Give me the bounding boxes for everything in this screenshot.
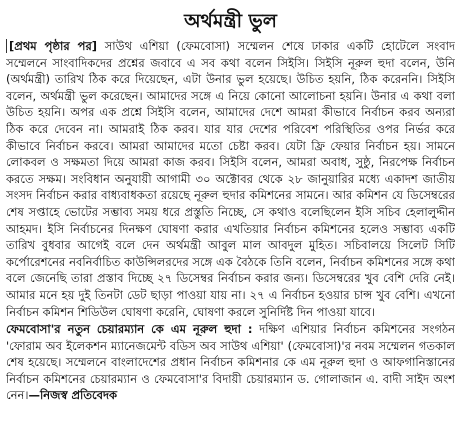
continuation-tag: [প্রথম পৃষ্ঠার পর] [6,39,97,53]
paragraph-2 [6,321,455,404]
news-clipping [6,4,455,444]
subheading-lead: ফেমবোসা'র নতুন চেয়ারম্যান কে এম নূরুল হুদা : [6,322,253,337]
paragraph-1 [6,38,455,320]
article-body [6,38,455,404]
paragraph-2-text: দক্ষিণ এশিয়ার নির্বাচন কমিশনের সংগঠন 'ফোরাম অব ইলেকশন ম্যানেজমেন্ট বডিস অব সাউথ এশিয়া' (ফেমবোসা)'র নবম সম্মেলন গতকাল শেষ হয়েছে। সম্মেলনে বাংলাদেশের প্রধান নির্বাচন কমিশনার কে এম নূরুল হুদা ও আফগানিস্তানের নির্বাচন কমিশনের চেয়ারম্যান ও ফেমবোসা'র বিদায়ী চেয়ারম্যান ড. গোলাজান এ. বাদী সাইদ অংশ নেন। [6,322,455,403]
byline: —নিজস্ব প্রতিবেদক [28,388,118,403]
paragraph-1-text: সাউথ এশিয়া (ফেমবোসা) সম্মেলন শেষে ঢাকার একটি হোটেলে সংবাদ সম্মেলনে সাংবাদিকদের প্রশ্নের জবাবে এ সব কথা বলেন সিইসি। সিইসি নূরুল হুদা বলেন, উনি (অর্থমন্ত্রী) তারিখ ঠিক করে দিয়েছেন, এটা উনার ভুল হয়েছে। উচিত হয়নি, ঠিক করেননি। সিইসি বলেন, অর্থমন্ত্রী ভুল করেছেন। আমাদের সঙ্গে এ নিয়ে কোনো আলোচনা হয়নি। উনার এ কথা বলা উচিত হয়নি। অপর এক প্রশ্নে সিইসি বলেন, আমাদের দেশে আমরা কীভাবে নির্বাচন করব অন্যরা ঠিক করে দেবেন না। আমরাই ঠিক করব। যার যার দেশের পরিবেশ পরিস্থিতির ওপর নির্ভর করে কীভাবে নির্বাচন করবে। আমরা আমাদের মতো চেষ্টা করব। যেটা ফ্রি ফেয়ার নির্বাচন হয়। সামনে লোকবল ও সক্ষমতা দিয়ে আমরা কাজ করব। সিইসি বলেন, আমরা অবাধ, সুষ্ঠু, নিরপেক্ষ নির্বাচন করতে সক্ষম। সংবিধান অনুযায়ী আগামী ৩০ অক্টোবর থেকে ২৮ জানুয়ারির মধ্যে একাদশ জাতীয় সংসদ নির্বাচন করার বাধ্যবাধকতা রয়েছে নূরুল হুদার কমিশনের সামনে। আর কমিশন যে ডিসেম্বরের শেষ সপ্তাহে ভোটের সম্ভাব্য সময় ধরে প্রস্তুতি নিচ্ছে, সে কথাও বলেছিলেন ইসি সচিব হেলালুদ্দীন আহমদ। ইসি নির্বাচনের দিনক্ষণ ঘোষণা করার এখতিয়ার নির্বাচন কমিশনের হলেও সম্ভাব্য একটি তারিখ বুধবার আগেই বলে দেন অর্থমন্ত্রী আবুল মাল আবদুল মুহিত। সচিবালয়ে সিলেট সিটি কর্পোরেশনের নবনির্বাচিত কাউন্সিলরদের সঙ্গে এক বৈঠকে তিনি বলেন, নির্বাচন কমিশনের সঙ্গে কথা বলে জেনেছি তারা প্রস্তাব দিচ্ছে ২৭ ডিসেম্বর নির্বাচন করার জন্য। ডিসেম্বরের খুব বেশি দেরি নেই। আমার মনে হয় দুই তিনটা ডেট ছাড়া পাওয়া যায় না। ২৭ এ নির্বাচন হওয়ার চান্স খুব বেশি। এখনো নির্বাচন কমিশন শিডিউল ঘোষণা করেনি, ঘোষণা করলে সুনির্দিষ্ট দিন পাওয়া যাবে। [6,39,455,319]
article-headline: অর্থমন্ত্রী ভুল [184,10,277,32]
